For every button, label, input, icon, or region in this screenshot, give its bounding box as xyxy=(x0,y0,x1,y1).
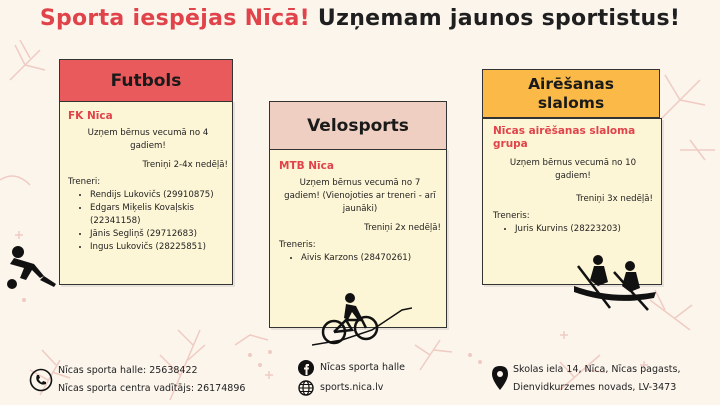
football-card xyxy=(59,70,233,285)
page-title xyxy=(0,6,720,31)
phone-sports-hall: Nīcas sporta halle: 25638422 xyxy=(58,365,198,376)
club-name: MTB Nīca xyxy=(279,160,334,172)
footballer-icon xyxy=(4,240,62,292)
age-info: Uzņem bērnus vecumā no 7 gadiem! (Vienojoties ar treneri - arī jaunāki) xyxy=(284,178,436,214)
title-highlight: Sporta iespējas Nīcā! xyxy=(39,6,310,31)
rowers-icon xyxy=(568,252,658,312)
age-info: Uzņem bērnus vecumā no 4 gadiem! xyxy=(87,128,209,151)
coaches-list xyxy=(279,252,441,265)
coaches-label: Treneris: xyxy=(493,211,530,221)
card-heading: Velosports xyxy=(269,101,447,150)
cyclist-icon xyxy=(312,290,412,348)
phone-icon xyxy=(29,368,53,392)
title-main: Uzņemam jaunos sportistus! xyxy=(317,6,681,31)
club-name: Nīcas airēšanas slaloma grupa xyxy=(493,125,636,150)
schedule-info: Treniņi 2x nedēļā! xyxy=(364,223,441,233)
facebook-link[interactable]: Nīcas sporta halle xyxy=(320,362,405,373)
website-link[interactable]: sports.nica.lv xyxy=(320,382,384,393)
card-heading: Airēšanas slaloms xyxy=(482,69,660,118)
address-line-2: Dienvidkurzemes novads, LV-3473 xyxy=(513,382,677,393)
phone-contacts xyxy=(58,364,245,396)
coaches-label: Treneri: xyxy=(68,177,101,187)
globe-icon xyxy=(298,380,314,396)
coaches-list xyxy=(68,189,228,254)
address xyxy=(513,363,680,395)
address-line-1: Skolas iela 14, Nīca, Nīcas pagasts, xyxy=(513,364,681,375)
coach-item: • Ingus Lukovičs (28225851) xyxy=(90,241,228,254)
card-body xyxy=(279,160,441,265)
coach-item: • Juris Kurvins (28223203) xyxy=(515,223,653,236)
coach-item: • Rendijs Lukovičs (29910875) xyxy=(90,189,228,202)
age-info: Uzņem bērnus vecumā no 10 gadiem! xyxy=(509,158,637,181)
coaches-label: Treneris: xyxy=(279,240,316,250)
coaches-list xyxy=(493,223,653,236)
schedule-info: Treniņi 2-4x nedēļā! xyxy=(142,160,228,170)
card-heading: Futbols xyxy=(59,59,233,102)
coach-item: • Jānis Segliņš (29712683) xyxy=(90,228,228,241)
coach-item: • Edgars Miķelis Kovaļskis (22341158) xyxy=(90,202,228,228)
coach-item: • Aivis Karzons (28470261) xyxy=(301,252,441,265)
card-body xyxy=(493,125,653,236)
location-pin-icon xyxy=(492,366,508,390)
facebook-icon xyxy=(298,360,314,376)
schedule-info: Treniņi 3x nedēļā! xyxy=(576,194,653,204)
phone-center-head: Nīcas sporta centra vadītājs: 26174896 xyxy=(58,383,246,394)
card-body xyxy=(68,110,228,254)
club-name: FK Nīca xyxy=(68,110,113,122)
